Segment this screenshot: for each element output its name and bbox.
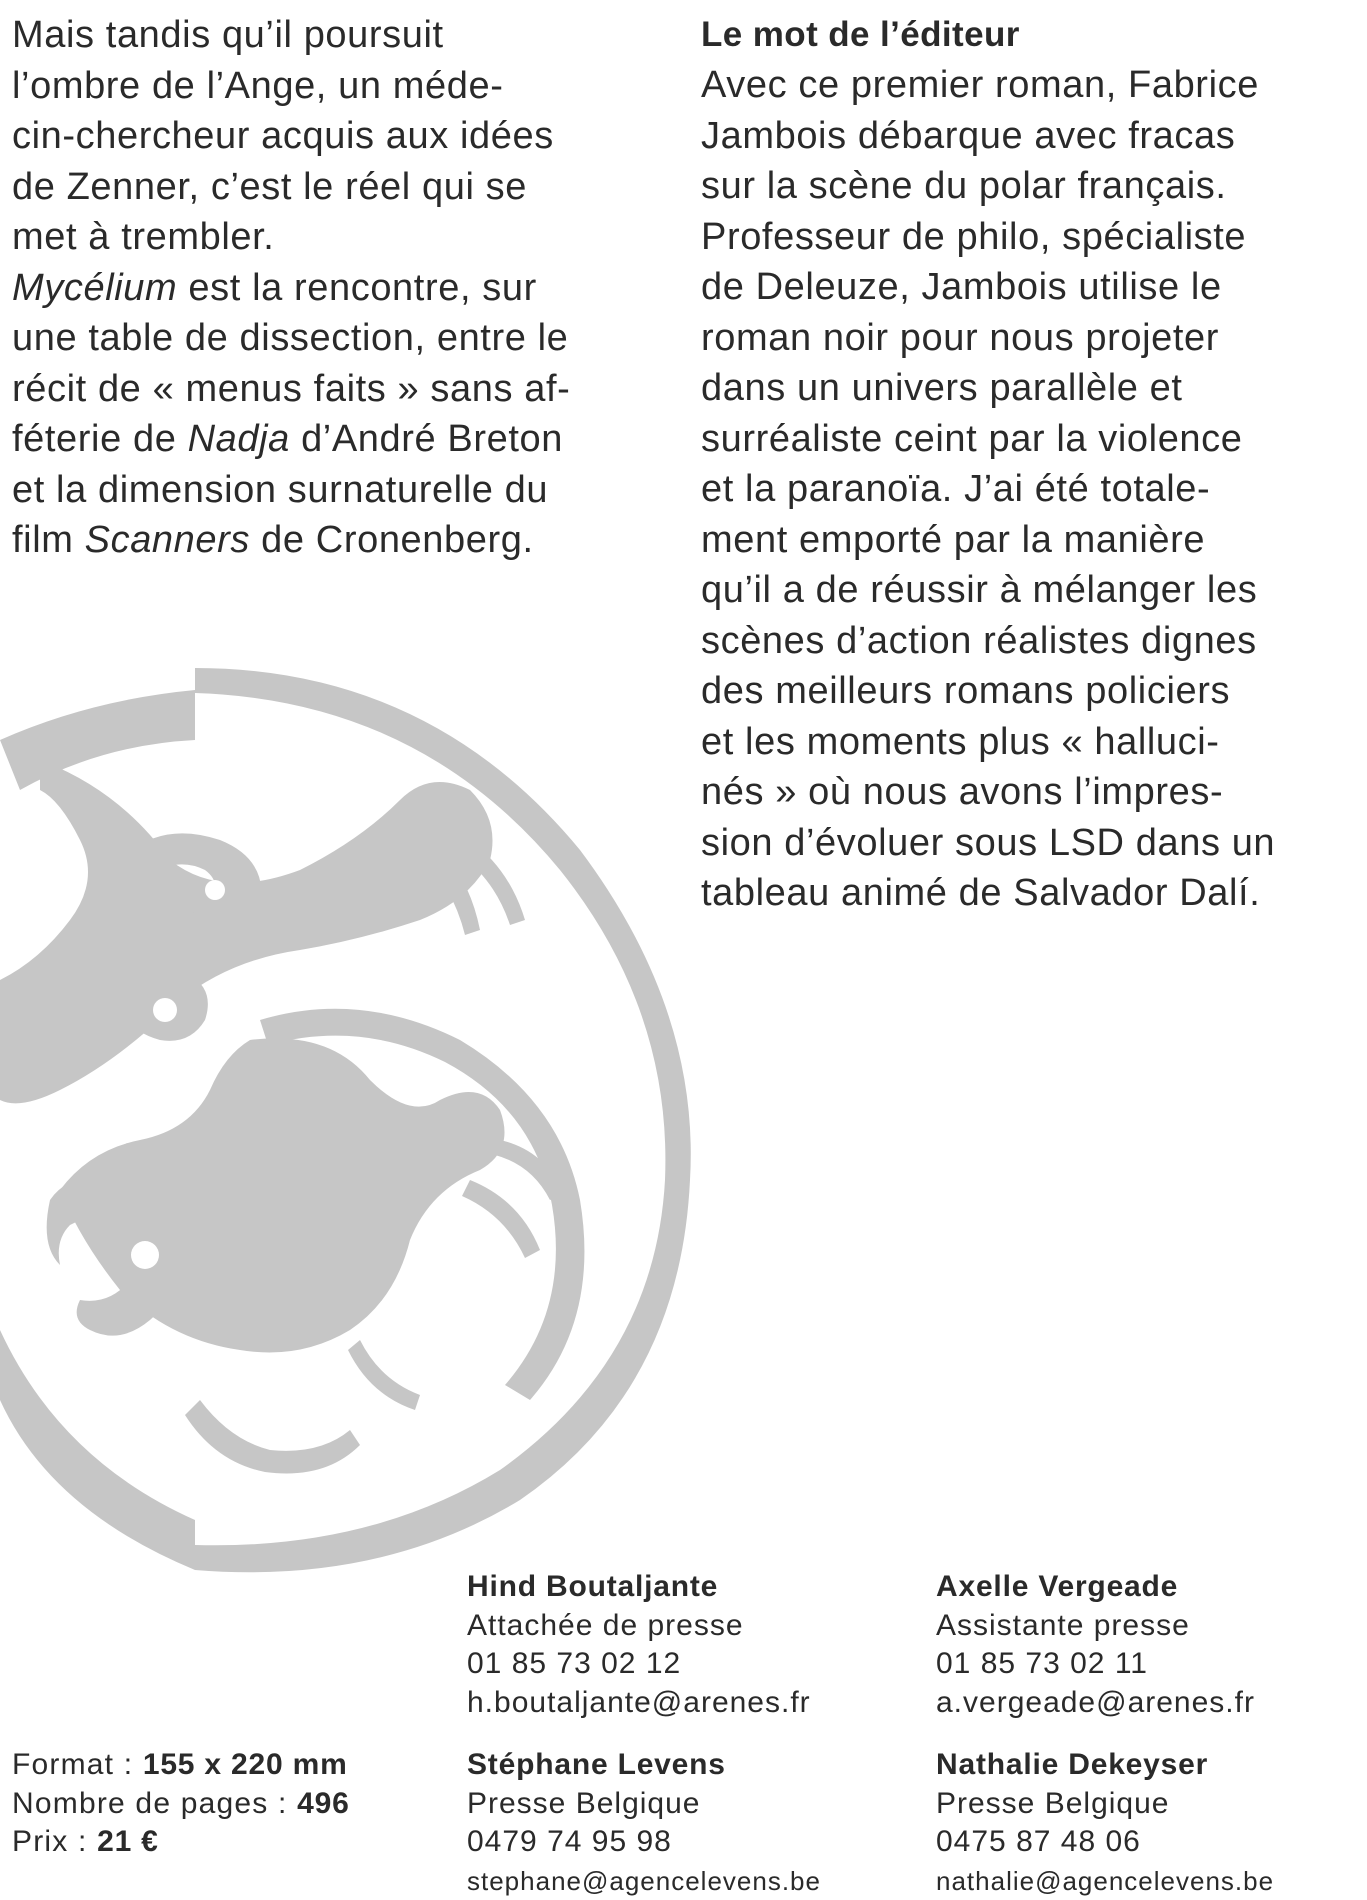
price-value: 21 € bbox=[97, 1825, 159, 1858]
synopsis-line: cin-chercheur acquis aux idées bbox=[12, 111, 672, 162]
contact-name: Hind Boutaljante bbox=[467, 1568, 811, 1607]
contact-name: Axelle Vergeade bbox=[936, 1568, 1255, 1607]
format-row: Format : 155 x 220 mm bbox=[12, 1746, 350, 1785]
editor-note bbox=[701, 10, 1361, 919]
contact-hind-boutaljante bbox=[467, 1568, 811, 1722]
title-scanners: Scanners bbox=[85, 519, 250, 561]
editor-note-line: scènes d’action réalistes dignes bbox=[701, 616, 1361, 667]
editor-note-line: des meilleurs romans policiers bbox=[701, 666, 1361, 717]
pages-row: Nombre de pages : 496 bbox=[12, 1785, 350, 1824]
synopsis-line: une table de dissection, entre le bbox=[12, 313, 672, 364]
book-title-mycelium: Mycélium bbox=[12, 267, 177, 309]
editor-note-line: tableau animé de Salvador Dalí. bbox=[701, 868, 1361, 919]
format-value: 155 x 220 mm bbox=[143, 1748, 348, 1781]
contact-phone: 0475 87 48 06 bbox=[936, 1823, 1274, 1862]
editor-note-line: nés » où nous avons l’impres- bbox=[701, 767, 1361, 818]
synopsis-line: de Zenner, c’est le réel qui se bbox=[12, 162, 672, 213]
contact-nathalie-dekeyser bbox=[936, 1746, 1274, 1900]
editor-note-heading: Le mot de l’éditeur bbox=[701, 10, 1361, 60]
editor-note-line: et la paranoïa. J’ai été totale- bbox=[701, 464, 1361, 515]
contact-axelle-vergeade bbox=[936, 1568, 1255, 1722]
editor-note-line: Avec ce premier roman, Fabrice bbox=[701, 60, 1361, 111]
contact-stephane-levens bbox=[467, 1746, 821, 1900]
synopsis-line: l’ombre de l’Ange, un méde- bbox=[12, 61, 672, 112]
contact-name: Stéphane Levens bbox=[467, 1746, 821, 1785]
editor-note-line: roman noir pour nous projeter bbox=[701, 313, 1361, 364]
book-details bbox=[12, 1746, 350, 1862]
editor-note-line: sur la scène du polar français. bbox=[701, 161, 1361, 212]
editor-note-line: Professeur de philo, spécialiste bbox=[701, 212, 1361, 263]
synopsis-line: récit de « menus faits » sans af- bbox=[12, 364, 672, 415]
contact-role: Presse Belgique bbox=[467, 1785, 821, 1824]
synopsis-line: féterie de Nadja d’André Breton bbox=[12, 414, 672, 465]
editor-note-line: et les moments plus « halluci- bbox=[701, 717, 1361, 768]
synopsis-line: Mais tandis qu’il poursuit bbox=[12, 10, 672, 61]
contact-email[interactable]: a.vergeade@arenes.fr bbox=[936, 1684, 1255, 1723]
synopsis-line: met à trembler. bbox=[12, 212, 672, 263]
editor-note-line: de Deleuze, Jambois utilise le bbox=[701, 262, 1361, 313]
synopsis-line: Mycélium est la rencontre, sur bbox=[12, 263, 672, 314]
title-nadja: Nadja bbox=[188, 418, 290, 460]
editor-note-line: surréaliste ceint par la violence bbox=[701, 414, 1361, 465]
contact-role: Assistante presse bbox=[936, 1607, 1255, 1646]
synopsis-line: film Scanners de Cronenberg. bbox=[12, 515, 672, 566]
contact-email[interactable]: h.boutaljante@arenes.fr bbox=[467, 1684, 811, 1723]
contact-email[interactable]: nathalie@agencelevens.be bbox=[936, 1862, 1274, 1900]
contact-phone: 0479 74 95 98 bbox=[467, 1823, 821, 1862]
contact-phone: 01 85 73 02 12 bbox=[467, 1645, 811, 1684]
publisher-emblem-illustration bbox=[0, 665, 700, 1575]
synopsis-column bbox=[12, 10, 672, 566]
editor-note-line: qu’il a de réussir à mélanger les bbox=[701, 565, 1361, 616]
editor-note-line: ment emporté par la manière bbox=[701, 515, 1361, 566]
contact-role: Presse Belgique bbox=[936, 1785, 1274, 1824]
editor-note-line: dans un univers parallèle et bbox=[701, 363, 1361, 414]
contact-role: Attachée de presse bbox=[467, 1607, 811, 1646]
synopsis-line: et la dimension surnaturelle du bbox=[12, 465, 672, 516]
editor-note-line: sion d’évoluer sous LSD dans un bbox=[701, 818, 1361, 869]
pages-value: 496 bbox=[297, 1787, 349, 1820]
contact-name: Nathalie Dekeyser bbox=[936, 1746, 1274, 1785]
price-row: Prix : 21 € bbox=[12, 1823, 350, 1862]
contact-phone: 01 85 73 02 11 bbox=[936, 1645, 1255, 1684]
contact-email[interactable]: stephane@agencelevens.be bbox=[467, 1862, 821, 1900]
editor-note-line: Jambois débarque avec fracas bbox=[701, 111, 1361, 162]
